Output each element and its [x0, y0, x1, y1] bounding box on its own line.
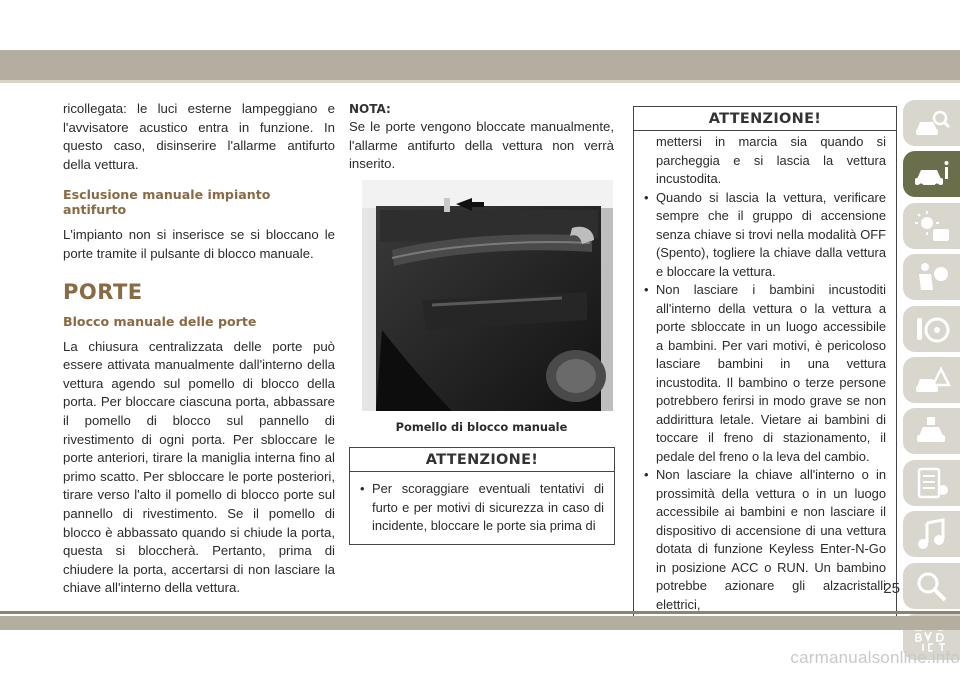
footer-divider: [0, 611, 960, 614]
note-text: Se le porte vengono bloccate manualmente, l'allarme antifurto della vettura non verrà inserito.: [349, 119, 614, 172]
header-band: [0, 50, 960, 80]
chapter-sidebar: [903, 100, 960, 665]
lock-subheading: Blocco manuale delle porte: [63, 313, 257, 329]
door-panel-image: [362, 180, 613, 411]
intro-paragraph: ricollegata: le luci esterne lampeggiano e l'avvisatore acustico entra in funzione. In questo caso, disinserire l'allarme antifurto della vettura.: [63, 101, 335, 172]
sidebar-tab-specifications[interactable]: [903, 460, 960, 506]
sidebar-tab-search[interactable]: [903, 563, 960, 609]
warning-title: ATTENZIONE!: [350, 448, 614, 472]
warning-title: ATTENZIONE!: [634, 107, 896, 131]
service-car-icon: [913, 414, 951, 448]
warning-light-icon: [913, 209, 951, 243]
photo-caption: Pomello di blocco manuale: [395, 419, 568, 434]
sidebar-tab-airbag[interactable]: [903, 254, 960, 300]
watermark: carmanualsonline.info: [790, 648, 960, 667]
multimedia-music-icon: [913, 517, 951, 551]
sidebar-tab-warning-light[interactable]: [903, 203, 960, 249]
section-title: PORTE: [63, 279, 143, 304]
sidebar-tab-car-magnifier[interactable]: [903, 100, 960, 146]
car-info-icon: [913, 157, 951, 191]
alarm-paragraph: L'impianto non si inserisce se si bloccano le porte tramite il pulsante di blocco manuale.: [63, 227, 335, 261]
lock-paragraph: La chiusura centralizzata delle porte può essere attivata manualmente dall'interno della vettura agendo sul pomello di blocco della porta. Per bloccare ciascuna porta, abbassare il pomello di blocco sul pannello di rivestimento di ogni porta. Per sbloccare le porte anteriori, tirare la maniglia interna fino al primo scatto. Per sbloccare le porte posteriori, tirare verso l'alto il pomello di blocco porte sul pannello di rivestimento. Se il pomello di blocco è abbassato quando si chiude la porta, questa si bloccherà. Pertanto, prima di chiudere la porta, accertarsi di non lasciare la chiave all'interno della vettura.: [63, 338, 335, 596]
sidebar-tab-emergency[interactable]: [903, 357, 960, 403]
sidebar-tab-driving[interactable]: [903, 306, 960, 352]
warning-bullet: • Non lasciare i bambini incustoditi all'interno della vettura o la vettura a porte sbloccate in un luogo accessibile a bambini. Per vari motivi, è pericoloso lasciare bambini in una vettura incustodita. Il bambino o terze persone potrebbero ferirsi in modo grave se non addirittura letale. Vietare ai bambini di toccare il freno di stazionamento, il pedale del freno o la leva del cambio.: [644, 281, 886, 466]
sidebar-tab-multimedia[interactable]: [903, 511, 960, 557]
door-lock-photo: [362, 180, 613, 411]
footer-band: [0, 616, 960, 630]
middle-column: [349, 100, 614, 434]
warning-bullet: • Non lasciare la chiave all'interno o in prossimità della vettura o in un luogo accessibile ai bambini e non lasciare il dispositivo di accensione di una vettura dotata di funzione Keyless Enter-N-Go in posizione ACC o RUN. Un bambino potrebbe azionare gli alzacristalli elettrici,: [644, 466, 886, 614]
emergency-triangle-icon: [913, 363, 951, 397]
header-divider: [0, 80, 960, 83]
left-column: [63, 100, 335, 598]
car-magnifier-icon: [913, 106, 951, 140]
warning-continuation: mettersi in marcia sia quando si parcheggia e si lascia la vettura incustodita.: [656, 134, 886, 186]
sidebar-tab-service[interactable]: [903, 408, 960, 454]
warning-box-right: [633, 106, 897, 623]
warning-bullet: • Per scoraggiare eventuali tentativi di furto e per motivi di sicurezza in caso di incidente, bloccare le porte sia prima di: [360, 480, 604, 536]
warning-bullet: • Quando si lascia la vettura, verificare sempre che il gruppo di accensione senza chiave si trovi nella modalità OFF (Spento), togliere la chiave dalla vettura e bloccare la vettura.: [644, 189, 886, 282]
sidebar-tab-car-info[interactable]: [903, 151, 960, 197]
airbag-seatbelt-icon: [913, 260, 951, 294]
note-label: NOTA:: [349, 102, 391, 116]
specifications-list-icon: [913, 466, 951, 500]
page-number: 25: [883, 580, 900, 597]
alarm-subheading: Esclusione manuale impianto antifurto: [63, 187, 271, 218]
warning-box-left: [349, 447, 615, 545]
search-index-icon: [913, 569, 951, 603]
driving-steering-icon: [913, 312, 951, 346]
